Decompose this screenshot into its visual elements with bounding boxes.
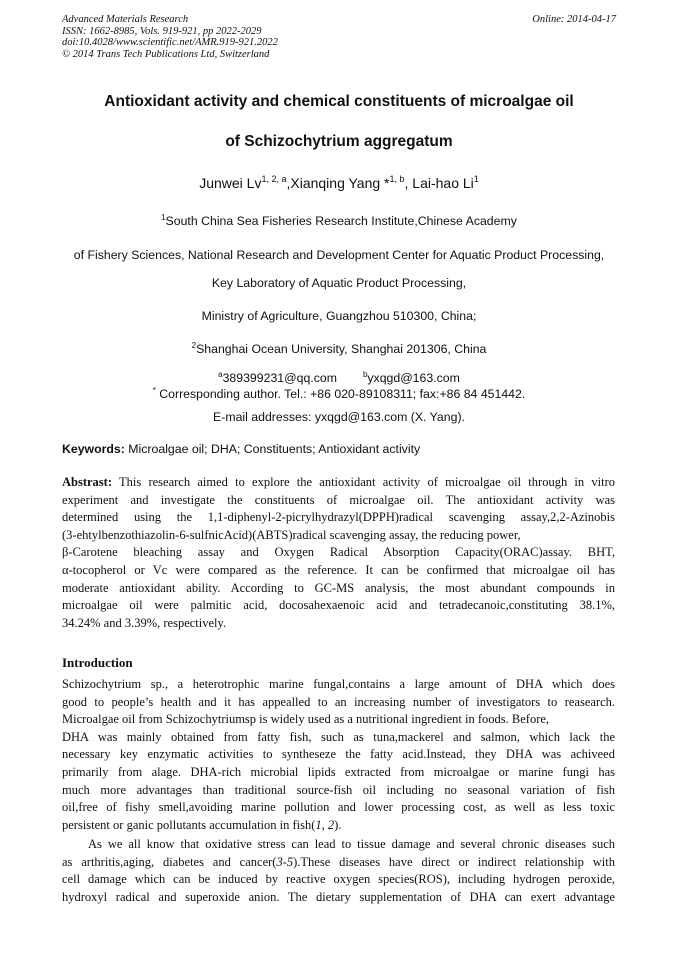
keywords-text: Microalgae oil; DHA; Constituents; Antioxidant activity xyxy=(124,442,421,456)
affiliation-mark: 1 xyxy=(161,213,166,222)
affiliation-1-line-2: of Fishery Sciences, National Research and Development Center for Aquatic Product Processing, xyxy=(73,248,605,262)
affiliation-text: Shanghai Ocean University, Shanghai 201306, China xyxy=(196,342,487,356)
paragraph-line: good to people’s health and it has appealled to an increasing number of investigators to reasearch. xyxy=(62,694,615,709)
email-b: yxqgd@163.com xyxy=(367,371,460,385)
affiliation-1-line-4: Ministry of Agriculture, Guangzhou 510300, China; xyxy=(201,309,477,323)
affiliation-2 xyxy=(0,342,678,356)
abstract-line: microalgae oil were palmitic acid, docosahexaenoic acid and tetradecanoic,constituting 38.1%, xyxy=(62,598,615,613)
paragraph-text: ). xyxy=(334,817,342,832)
paragraph-line: much more advantages than traditional source-fish oil including no seasonal variation of fish xyxy=(62,782,615,797)
email-mark: b xyxy=(362,370,368,379)
abstract-text: This research aimed to explore the antioxidant activity of microalgae oil through in vitro xyxy=(112,475,615,489)
abstract-line: β-Carotene bleaching assay and Oxygen Radical Absorption Capacity(ORAC)assay. BHT, xyxy=(62,545,615,560)
paragraph-line: Microalgae oil from Schizochytriumsp is widely used as a nutritional ingredient in foods. Before, xyxy=(62,712,550,727)
keywords xyxy=(62,442,420,456)
paragraph-line: necessary key enzymatic activities to syntheseze the fatty acid.Instead, they DHA was achiveed xyxy=(62,747,615,762)
online-date: Online: 2014-04-17 xyxy=(532,14,616,25)
paragraph-text: persistent or ganic pollutants accumulation in fish( xyxy=(62,817,316,832)
paragraph-line: hydroxyl radical and superoxide anion. The dietary supplementation of DHA can exert advantage xyxy=(62,889,615,904)
journal-doi: doi:10.4028/www.scientific.net/AMR.919-921.2022 xyxy=(62,37,278,48)
introduction-paragraph-2 xyxy=(62,836,615,906)
abstract-line: moderate antioxidant ability. According to GC-MS analysis, the most abundant compounds in xyxy=(62,580,615,595)
abstract-line: experiment and investigate the constituents of microalgae oil. The antioxidant activity was xyxy=(62,492,615,507)
affiliation-1-line-1 xyxy=(0,214,678,228)
affiliation-text: South China Sea Fisheries Research Institute,Chinese Academy xyxy=(165,214,517,228)
abstract-line: (3-ehtylbenzothiazolin-6-sulfnicAcid)(ABTS)radical scavenging assay, the reducing power, xyxy=(62,527,521,542)
keywords-label: Keywords: xyxy=(62,442,125,456)
introduction-paragraph-1 xyxy=(62,676,615,834)
paragraph-line: primarily from alage. DHA-rich microbial lipids extracted from microalgae or marine fungi has xyxy=(62,764,615,779)
paragraph-line: cell damage which can be induced by reactive oxygen species(ROS), including hydrogen peroxide, xyxy=(62,872,615,887)
author-affiliation-mark: 1, 2, a xyxy=(261,174,287,184)
journal-name: Advanced Materials Research xyxy=(62,14,189,25)
email-a: 389399231@qq.com xyxy=(222,371,337,385)
paragraph-text: ).These diseases have direct or indirect relationship with xyxy=(293,854,615,869)
affiliation-mark: 2 xyxy=(191,341,197,350)
corresponding-text: Corresponding author. Tel.: +86 020-89108311; fax:+86 84 451442. xyxy=(155,387,526,401)
paragraph-line xyxy=(62,817,615,835)
paragraph-line: DHA was mainly obtained from fatty fish, such as tuna,mackerel and salmon, which lack the xyxy=(62,729,615,744)
corresponding-mark: * xyxy=(152,386,156,395)
abstract-line xyxy=(62,474,615,492)
email-mark: a xyxy=(218,370,223,379)
journal-header xyxy=(62,14,616,60)
email-addresses: E-mail addresses: yxqgd@163.com (X. Yang). xyxy=(213,410,465,424)
paragraph-text: as arthritis,aging, diabetes and cancer( xyxy=(62,854,277,869)
author-name: Junwei Lv xyxy=(199,175,262,191)
citation: 3-5 xyxy=(276,854,294,869)
abstract-line: 34.24% and 3.39%, respectively. xyxy=(62,615,227,630)
paper-title-line-1: Antioxidant activity and chemical constituents of microalgae oil xyxy=(104,93,574,110)
paragraph-line: oil,free of fishy smell,avoiding marine pollution and lower processing cost, as well as less toxic xyxy=(62,800,615,815)
citation: 1, 2 xyxy=(315,817,335,832)
abstract-label: Abstrast: xyxy=(62,475,112,489)
author-list xyxy=(0,175,678,191)
paper-title-line-2: of Schizochytrium aggregatum xyxy=(225,133,453,150)
author-name: , Lai-hao Li xyxy=(404,175,474,191)
section-heading-introduction: Introduction xyxy=(62,655,133,670)
abstract xyxy=(62,474,615,632)
corresponding-author xyxy=(0,387,678,401)
paragraph-line xyxy=(62,854,615,872)
journal-issn: ISSN: 1662-8985, Vols. 919-921, pp 2022-2029 xyxy=(62,25,262,37)
author-affiliation-mark: 1, b xyxy=(389,174,405,184)
author-name: ,Xianqing Yang * xyxy=(286,175,390,191)
abstract-line: determined using the 1,1-diphenyl-2-picrylhydrazyl(DPPH)radical scavenging assay,2,2-Azinobis xyxy=(62,510,615,525)
abstract-line: α-tocopherol or Vc were compared as the reference. It can be confirmed that microalgae oil has xyxy=(62,562,615,577)
journal-copyright: © 2014 Trans Tech Publications Ltd, Switzerland xyxy=(62,48,270,60)
affiliation-1-line-3: Key Laboratory of Aquatic Product Processing, xyxy=(211,276,467,290)
paragraph-line: As we all know that oxidative stress can lead to tissue damage and several chronic diseases such xyxy=(88,837,615,851)
author-affiliation-mark: 1 xyxy=(473,174,479,184)
author-emails xyxy=(0,371,678,385)
paragraph-line: Schizochytrium sp., a heterotrophic marine fungal,contains a large amount of DHA which does xyxy=(62,677,615,691)
